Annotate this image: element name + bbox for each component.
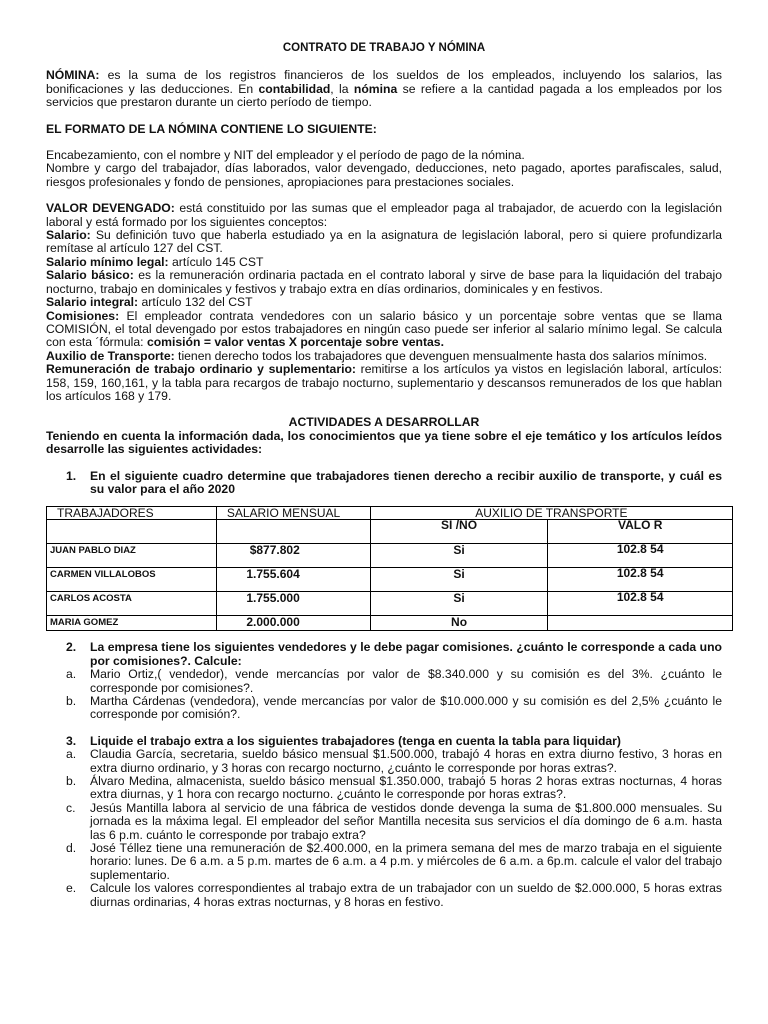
question-3 xyxy=(66,735,722,748)
comisiones-text: El empleador contrata vendedores con un salario básico y un porcentaje sobre ventas que se llama COMISIÓN, el total devengado por estos trabajadores en ningún caso puede ser inferior al salario mínimo legal. Se calcula con esta ´fórmula: xyxy=(46,308,722,350)
minimo-term: Salario mínimo legal: xyxy=(46,254,169,269)
question-3e-text: Calcule los valores correspondientes al trabajo extra de un trabajador con un sueldo de $2.000.000, 5 horas extras diurnas ordinarias, 4 horas extras nocturnas, y 8 horas en festivo. xyxy=(90,881,722,909)
nomina-bold-contabilidad: contabilidad xyxy=(258,81,331,96)
salario-term: Salario: xyxy=(46,228,91,243)
question-3e xyxy=(66,882,722,909)
nomina-term: NÓMINA: xyxy=(46,68,100,83)
row-3-si: Si xyxy=(370,592,548,616)
row-4-salary: 2.000.000 xyxy=(216,616,370,631)
question-2-number: 2. xyxy=(66,640,77,655)
formato-heading-text: EL FORMATO DE LA NÓMINA CONTIENE LO SIGUIENTE: xyxy=(46,121,377,136)
question-3e-letter: e. xyxy=(66,881,77,896)
question-2a-letter: a. xyxy=(66,667,77,682)
question-3b-letter: b. xyxy=(66,774,77,789)
table-row xyxy=(47,568,733,592)
table-row xyxy=(47,592,733,616)
question-3d xyxy=(66,842,722,882)
nomina-text-3: se refiere a la cantidad pagada a los empleados por los servicios que prestaron durante un cierto período de tiempo. xyxy=(46,81,722,110)
question-3c xyxy=(66,802,722,842)
question-2b xyxy=(66,695,722,722)
question-3a xyxy=(66,748,722,775)
question-3c-text: Jesús Mantilla labora al servicio de una fábrica de vestidos donde devenga la suma de $1.800.000 mensuales. Su jornada es la máxima legal. El empleador del señor Mantilla necesita sus servicios el día domingo de 6 a.m. hasta las 6 p.m. cuánto le corresponde por trabajo extra? xyxy=(90,800,722,842)
nomina-text-2: , la xyxy=(330,81,354,96)
row-3-name: CARLOS ACOSTA xyxy=(47,592,217,616)
auxilio-text: tienen derecho todos los trabajadores que devenguen mensualmente hasta dos salarios mínimos. xyxy=(174,348,708,363)
minimo-text: artículo 145 CST xyxy=(168,254,264,269)
row-3-valor: 102.8 54 xyxy=(548,592,733,616)
auxilio-paragraph xyxy=(46,350,722,363)
row-1-name: JUAN PABLO DIAZ xyxy=(47,544,217,568)
remuneracion-text: remitirse a los artículos ya vistos en legislación laboral, artículos: 158, 159, 160,161, y la tabla para recargos de trabajo nocturno, suplementario y descansos remunerados de los que hablan los artículos 168 y 179. xyxy=(46,362,722,403)
question-2b-text: Martha Cárdenas (vendedora), vende mercancías por valor de $10.000.000 y su comisión es del 2,5% ¿cuánto le corresponde por comisión?. xyxy=(90,694,722,722)
question-3a-text: Claudia García, secretaria, sueldo básico mensual $1.500.000, trabajó 4 horas en extra diurno festivo, 3 horas en extra diurno ordinario, y 3 horas con recargo nocturno, ¿cuánto le corresponde por horas extras?. xyxy=(90,747,722,775)
salario-basico-paragraph xyxy=(46,269,722,296)
question-3c-letter: c. xyxy=(66,800,76,815)
row-4-name: MARIA GOMEZ xyxy=(47,616,217,631)
subheader-empty-2 xyxy=(216,520,370,544)
row-4-valor xyxy=(548,616,733,631)
document-title: CONTRATO DE TRABAJO Y NÓMINA xyxy=(282,42,486,54)
salario-paragraph xyxy=(46,229,722,256)
question-1-text: En el siguiente cuadro determine que trabajadores tienen derecho a recibir auxilio de transporte, y cuál es su valor para el año 2020 xyxy=(90,468,722,496)
comisiones-paragraph xyxy=(46,310,722,350)
auxilio-term: Auxilio de Transporte: xyxy=(46,348,175,363)
transport-table xyxy=(46,506,733,631)
subheader-valor: VALO R xyxy=(548,520,733,544)
formato-paragraph-2: Nombre y cargo del trabajador, días laborados, valor devengado, deducciones, neto pagado, aportes parafiscales, salud, riesgos profesionales y fondo de pensiones, apropiaciones para prestaciones sociales. xyxy=(46,161,722,189)
subheader-empty-1 xyxy=(47,520,217,544)
table-row xyxy=(47,616,733,631)
question-3-text: Liquide el trabajo extra a los siguientes trabajadores (tenga en cuenta la tabla para liquidar) xyxy=(90,733,621,748)
question-3a-letter: a. xyxy=(66,747,77,762)
actividades-intro-text: Teniendo en cuenta la información dada, los conocimientos que ya tiene sobre el eje temático y los artículos leídos desarrolle las siguientes actividades: xyxy=(46,428,722,457)
row-1-salary: $877.802 xyxy=(216,544,370,568)
header-auxilio: AUXILIO DE TRANSPORTE xyxy=(370,507,732,520)
basico-text: es la remuneración ordinaria pactada en el contrato laboral y sirve de base para la liquidación del trabajo nocturno, trabajo en dominicales y festivos y trabajo extra en días ordinarios, dominicales y en festivos. xyxy=(46,268,722,296)
question-2a-text: Mario Ortiz,( vendedor), vende mercancías por valor de $8.340.000 y su comisión es del 3%. ¿cuánto le corresponde por comisiones?. xyxy=(90,667,722,695)
integral-term: Salario integral: xyxy=(46,295,139,310)
table-subheader-row xyxy=(47,520,733,544)
question-3d-letter: d. xyxy=(66,841,77,856)
question-2 xyxy=(66,641,722,668)
valor-term: VALOR DEVENGADO: xyxy=(46,201,175,216)
header-trabajadores: TRABAJADORES xyxy=(47,507,217,520)
nomina-bold-nomina: nómina xyxy=(353,81,398,96)
formato-paragraph-1: Encabezamiento, con el nombre y NIT del empleador y el período de pago de la nómina. xyxy=(46,148,525,163)
actividades-intro xyxy=(46,430,722,457)
question-2-text: La empresa tiene los siguientes vendedores y le debe pagar comisiones. ¿cuánto le corresponde a cada uno por comisiones?. Calcule: xyxy=(90,640,722,668)
row-3-salary: 1.755.000 xyxy=(216,592,370,616)
header-salario: SALARIO MENSUAL xyxy=(216,507,370,520)
actividades-heading: ACTIVIDADES A DESARROLLAR xyxy=(288,415,480,430)
comisiones-formula: comisión = valor ventas X porcentaje sobre ventas. xyxy=(146,335,444,350)
question-2b-letter: b. xyxy=(66,694,77,708)
valor-text: está constituido por las sumas que el empleador paga al trabajador, de acuerdo con la legislación laboral y está formado por los siguientes conceptos: xyxy=(46,201,723,229)
question-1 xyxy=(66,470,722,497)
row-2-name: CARMEN VILLALOBOS xyxy=(47,568,217,592)
salario-minimo-paragraph xyxy=(46,256,722,269)
salario-integral-paragraph xyxy=(46,296,722,309)
row-2-si: Si xyxy=(370,568,548,592)
question-1-number: 1. xyxy=(66,468,77,483)
question-3b-text: Álvaro Medina, almacenista, sueldo básico mensual $1.350.000, trabajó 5 horas 2 horas extras nocturnas, 4 horas extra diurnas, y 1 hora con recargo nocturno. ¿cuánto le corresponde por horas extras?. xyxy=(90,774,722,802)
remuneracion-paragraph xyxy=(46,363,722,403)
nomina-text-1: es la suma de los registros financieros de los sueldos de los empleados, incluyendo los salarios, las bonificaciones y las deducciones. En xyxy=(46,68,722,96)
salario-text: Su definición tuvo que haberla estudiado ya en la asignatura de legislación laboral, pero si quiere profundizarla remítase al artículo 127 del CST. xyxy=(46,228,722,256)
valor-devengado xyxy=(46,202,722,229)
formato-heading xyxy=(46,123,722,136)
question-3b xyxy=(66,775,722,802)
row-1-valor: 102.8 54 xyxy=(548,544,733,568)
integral-text: artículo 132 del CST xyxy=(138,295,253,310)
nomina-definition xyxy=(46,69,722,109)
row-2-valor: 102.8 54 xyxy=(548,568,733,592)
question-3-number: 3. xyxy=(66,733,77,748)
row-2-salary: 1.755.604 xyxy=(216,568,370,592)
basico-term: Salario básico: xyxy=(46,268,134,283)
subheader-si-no: SI /NO xyxy=(370,520,548,544)
table-row xyxy=(47,544,733,568)
row-1-si: Si xyxy=(370,544,548,568)
question-2a xyxy=(66,668,722,695)
question-3d-text: José Téllez tiene una remuneración de $2.400.000, en la primera semana del mes de marzo trabaja en el siguiente horario: lunes. De 6 a.m. a 5 p.m. martes de 6 a.m. a 4 p.m. y miércoles de 6 a.m. a 6p.m. calcule el valor del trabajo suplementario. xyxy=(90,841,722,882)
row-4-si: No xyxy=(370,616,548,631)
comisiones-term: Comisiones: xyxy=(46,308,120,323)
remuneracion-term: Remuneración de trabajo ordinario y suplementario: xyxy=(46,362,356,377)
